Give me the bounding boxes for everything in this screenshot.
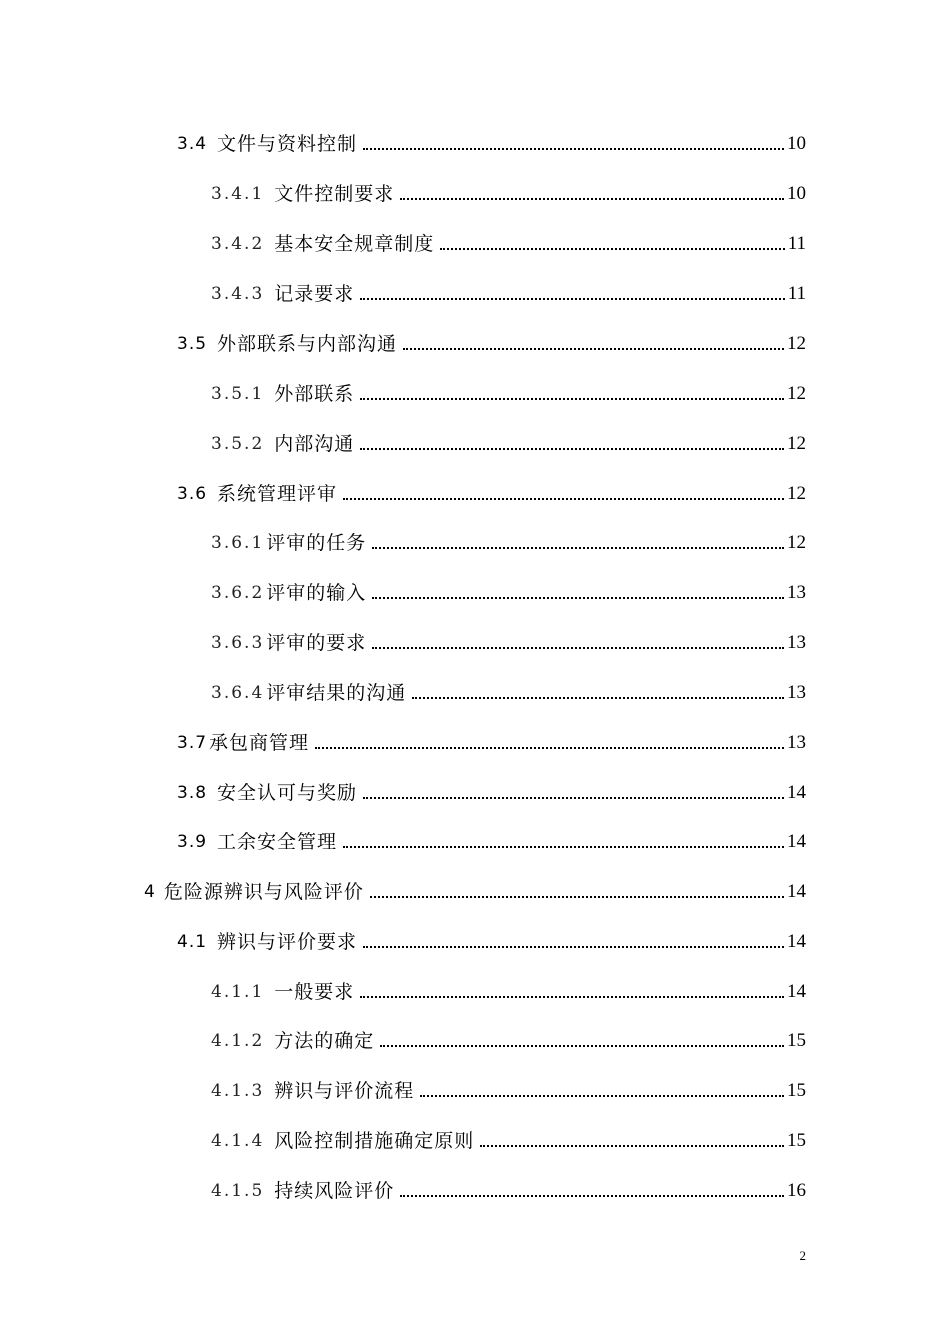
toc-entry-4-1-3[interactable] <box>211 1072 806 1102</box>
toc-dot-leader <box>360 448 784 450</box>
toc-dot-leader <box>360 996 784 998</box>
toc-entry-3-6-4[interactable] <box>211 674 806 704</box>
toc-entry-number: 3.6.3 <box>211 633 265 653</box>
toc-entry-number: 4.1.2 <box>211 1031 265 1051</box>
toc-dot-leader <box>480 1145 784 1147</box>
toc-entry-number: 3.4 <box>177 134 208 154</box>
toc-entry-title: 评审的要求 <box>266 632 367 654</box>
toc-entry-number: 4.1.5 <box>211 1181 265 1201</box>
toc-dot-leader <box>403 348 784 350</box>
toc-entry-number: 3.9 <box>177 832 208 852</box>
toc-entry-4-1-2[interactable] <box>211 1022 806 1052</box>
toc-entry-title: 文件与资料控制 <box>217 133 358 155</box>
toc-entry-page: 14 <box>787 981 806 1002</box>
toc-dot-leader <box>343 846 784 848</box>
toc-entry-3-8[interactable] <box>177 774 806 804</box>
toc-entry-title: 安全认可与奖励 <box>217 782 358 804</box>
toc-entry-3-6-2[interactable] <box>211 574 806 604</box>
toc-entry-title: 一般要求 <box>274 981 355 1003</box>
toc-entry-3-7[interactable] <box>177 724 806 754</box>
toc-entry-page: 16 <box>787 1180 806 1201</box>
toc-entry-number: 3.8 <box>177 783 208 803</box>
toc-entry-4-1[interactable] <box>177 923 806 953</box>
toc-entry-3-6-3[interactable] <box>211 624 806 654</box>
page-number: 2 <box>799 1248 806 1263</box>
toc-entry-number: 3.6.1 <box>211 533 265 553</box>
toc-entry-page: 15 <box>787 1080 806 1101</box>
toc-entry-page: 11 <box>787 283 806 304</box>
toc-entry-page: 12 <box>787 483 806 504</box>
toc-entry-number: 4.1.4 <box>211 1131 265 1151</box>
toc-entry-title: 辨识与评价流程 <box>274 1080 415 1102</box>
toc-entry-page: 13 <box>787 682 806 703</box>
toc-entry-number: 3.6.4 <box>211 683 265 703</box>
toc-entry-number: 3.6.2 <box>211 583 265 603</box>
toc-entry-title: 辨识与评价要求 <box>217 931 358 953</box>
toc-entry-number: 4.1.3 <box>211 1081 265 1101</box>
toc-entry-title: 危险源辨识与风险评价 <box>163 881 364 903</box>
toc-entry-3-6-1[interactable] <box>211 524 806 554</box>
toc-entry-number: 3.5 <box>177 334 208 354</box>
toc-entry-title: 风险控制措施确定原则 <box>274 1130 475 1152</box>
toc-entry-title: 评审的任务 <box>266 532 367 554</box>
toc-entry-page: 13 <box>787 732 806 753</box>
toc-dot-leader <box>420 1095 784 1097</box>
toc-dot-leader <box>412 697 784 699</box>
toc-entry-page: 14 <box>787 931 806 952</box>
toc-entry-page: 14 <box>787 831 806 852</box>
toc-entry-number: 4.1 <box>177 932 208 952</box>
toc-dot-leader <box>360 298 784 300</box>
toc-entry-title: 持续风险评价 <box>274 1180 395 1202</box>
toc-entry-title: 工余安全管理 <box>217 831 338 853</box>
toc-entry-title: 内部沟通 <box>274 433 355 455</box>
toc-entry-page: 15 <box>787 1030 806 1051</box>
toc-entry-title: 记录要求 <box>274 283 355 305</box>
toc-entry-page: 13 <box>787 632 806 653</box>
toc-dot-leader <box>343 498 784 500</box>
toc-entry-3-5[interactable] <box>177 325 806 355</box>
toc-entry-number: 3.4.3 <box>211 284 265 304</box>
toc-entry-title: 评审结果的沟通 <box>266 682 407 704</box>
toc-entry-page: 12 <box>787 383 806 404</box>
toc-entry-3-5-1[interactable] <box>211 375 806 405</box>
toc-entry-page: 14 <box>787 782 806 803</box>
toc-entry-page: 13 <box>787 582 806 603</box>
toc-entry-page: 10 <box>787 133 806 154</box>
toc-entry-title: 方法的确定 <box>274 1030 375 1052</box>
toc-entry-3-5-2[interactable] <box>211 425 806 455</box>
toc-dot-leader <box>363 797 784 799</box>
toc-entry-page: 15 <box>787 1130 806 1151</box>
toc-dot-leader <box>400 1195 784 1197</box>
toc-entry-title: 评审的输入 <box>266 582 367 604</box>
toc-entry-4[interactable] <box>144 873 806 903</box>
toc-entry-number: 3.5.1 <box>211 384 265 404</box>
toc-entry-3-9[interactable] <box>177 823 806 853</box>
toc-entry-3-4-3[interactable] <box>211 275 806 305</box>
toc-entry-number: 3.4.1 <box>211 184 265 204</box>
toc-entry-3-4-2[interactable] <box>211 225 806 255</box>
toc-entry-number: 3.4.2 <box>211 234 265 254</box>
toc-entry-3-4-1[interactable] <box>211 175 806 205</box>
toc-dot-leader <box>363 148 784 150</box>
toc-dot-leader <box>363 946 784 948</box>
toc-entry-number: 4 <box>144 882 156 902</box>
toc-entry-number: 3.5.2 <box>211 434 265 454</box>
toc-entry-page: 12 <box>787 333 806 354</box>
toc-entry-page: 10 <box>787 183 806 204</box>
toc-dot-leader <box>370 896 784 898</box>
toc-entry-page: 11 <box>787 233 806 254</box>
toc-entry-page: 12 <box>787 433 806 454</box>
toc-entry-title: 系统管理评审 <box>217 483 338 505</box>
toc-entry-title: 文件控制要求 <box>274 183 395 205</box>
toc-entry-3-6[interactable] <box>177 475 806 505</box>
toc-entry-4-1-4[interactable] <box>211 1122 806 1152</box>
toc-dot-leader <box>372 597 784 599</box>
toc-dot-leader <box>400 198 784 200</box>
toc-dot-leader <box>315 747 784 749</box>
toc-entry-page: 14 <box>787 881 806 902</box>
toc-dot-leader <box>372 547 784 549</box>
toc-entry-4-1-1[interactable] <box>211 973 806 1003</box>
toc-entry-number: 3.6 <box>177 484 208 504</box>
toc-dot-leader <box>380 1045 784 1047</box>
toc-entry-page: 12 <box>787 532 806 553</box>
toc-entry-3-4[interactable] <box>177 125 806 155</box>
toc-entry-title: 承包商管理 <box>209 732 310 754</box>
toc-dot-leader <box>360 398 784 400</box>
toc-entry-number: 3.7 <box>177 733 208 753</box>
toc-entry-title: 外部联系 <box>274 383 355 405</box>
toc-entry-title: 外部联系与内部沟通 <box>217 333 398 355</box>
toc-entry-title: 基本安全规章制度 <box>274 233 435 255</box>
toc-entry-4-1-5[interactable] <box>211 1172 806 1202</box>
toc-dot-leader <box>440 248 784 250</box>
toc-entry-number: 4.1.1 <box>211 982 265 1002</box>
toc-dot-leader <box>372 647 784 649</box>
